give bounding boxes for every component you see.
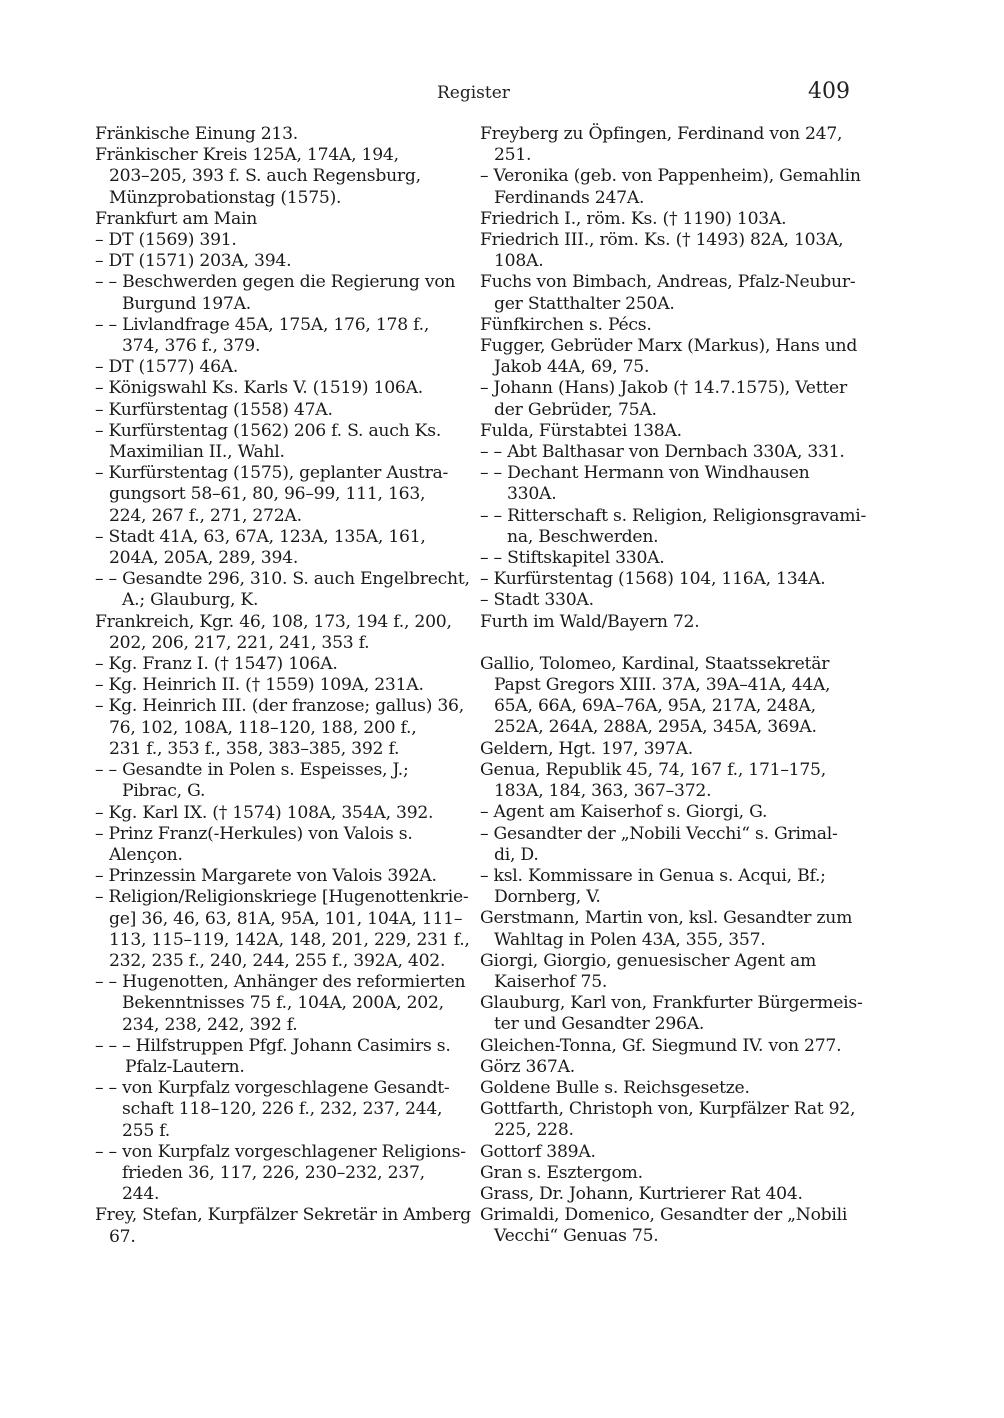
index-entry-line: Papst Gregors XIII. 37A, 39A–41A, 44A, <box>494 675 831 696</box>
index-entry-line: Grimaldi, Domenico, Gesandter der „Nobili <box>480 1205 848 1226</box>
index-entry-line: Goldene Bulle s. Reichsgesetze. <box>480 1077 750 1098</box>
index-entry-line: 330A. <box>507 484 557 505</box>
index-entry-line: 65A, 66A, 69A–76A, 95A, 217A, 248A, <box>494 696 816 717</box>
index-entry-line: Freyberg zu Öpfingen, Ferdinand von 247, <box>480 124 843 144</box>
index-entry-line: – – Livlandfrage 45A, 175A, 176, 178 f., <box>95 314 430 335</box>
index-entry-line: – Stadt 330A. <box>480 590 594 611</box>
index-entry-line: 232, 235 f., 240, 244, 255 f., 392A, 402. <box>109 950 446 971</box>
index-entry-line: Frey, Stefan, Kurpfälzer Sekretär in Amberg <box>95 1205 471 1226</box>
index-entry-line: 224, 267 f., 271, 272A. <box>109 505 302 526</box>
index-entry-line: A.; Glauburg, K. <box>122 590 259 611</box>
index-entry-line: 251. <box>494 145 532 166</box>
index-entry-line: Gallio, Tolomeo, Kardinal, Staatssekretär <box>480 653 830 674</box>
index-entry-line: Gran s. Esztergom. <box>480 1162 643 1183</box>
index-entry-line: Furth im Wald/Bayern 72. <box>480 611 700 632</box>
index-entry-line: Glauburg, Karl von, Frankfurter Bürgermeis- <box>480 993 863 1014</box>
index-entry-line: Dornberg, V. <box>494 887 601 908</box>
index-entry-line: Vecchi“ Genuas 75. <box>494 1226 659 1247</box>
index-entry-line: – DT (1569) 391. <box>95 230 237 251</box>
index-entry-line: – Kg. Heinrich II. († 1559) 109A, 231A. <box>95 675 424 696</box>
index-entry-line: Fuchs von Bimbach, Andreas, Pfalz-Neubur- <box>480 272 856 293</box>
index-entry-line: Geldern, Hgt. 197, 397A. <box>480 738 694 759</box>
index-entry-line: – – Beschwerden gegen die Regierung von <box>95 272 456 293</box>
page-number: 409 <box>808 79 850 104</box>
index-entry-line: 225, 228. <box>494 1120 574 1141</box>
index-entry-line: Genua, Republik 45, 74, 167 f., 171–175, <box>480 759 826 780</box>
index-entry-line: – Kurfürstentag (1575), geplanter Austra- <box>95 463 449 484</box>
index-entry-line: – – Hugenotten, Anhänger des reformierten <box>95 972 466 993</box>
index-entry-line: – Prinzessin Margarete von Valois 392A. <box>95 866 437 887</box>
index-entry-line: Pibrac, G. <box>122 781 206 802</box>
index-entry-line: Frankfurt am Main <box>95 208 258 229</box>
index-entry-line: ge] 36, 46, 63, 81A, 95A, 101, 104A, 111– <box>109 908 463 929</box>
index-entry-line: Friedrich I., röm. Ks. († 1190) 103A. <box>480 208 787 229</box>
index-entry-line: frieden 36, 117, 226, 230–232, 237, <box>122 1162 425 1183</box>
index-entry-line: – Kg. Heinrich III. (der franzose; gallus) 36, <box>95 696 464 717</box>
index-entry-line: 108A. <box>494 251 544 272</box>
index-entry-line: – – Gesandte in Polen s. Espeisses, J.; <box>95 760 409 781</box>
index-entry-line: – Gesandter der „Nobili Vecchi“ s. Grimal- <box>480 823 838 844</box>
index-entry-line: Fränkischer Kreis 125A, 174A, 194, <box>95 145 399 166</box>
index-entry-line: – Prinz Franz(-Herkules) von Valois s. <box>95 823 413 844</box>
index-entry-line: Kaiserhof 75. <box>494 971 608 992</box>
index-entry-line: 244. <box>122 1184 160 1205</box>
index-entry-line: – – Ritterschaft s. Religion, Religionsgravami- <box>480 505 867 526</box>
index-entry-line: – DT (1571) 203A, 394. <box>95 251 292 272</box>
index-entry-line: 204A, 205A, 289, 394. <box>109 548 299 569</box>
index-entry-line: – Kurfürstentag (1558) 47A. <box>95 399 333 420</box>
index-entry-line: – Religion/Religionskriege [Hugenottenkrie- <box>95 887 469 908</box>
index-entry-line: Pfalz-Lautern. <box>125 1056 245 1077</box>
index-entry-line: Bekenntnisses 75 f., 104A, 200A, 202, <box>122 993 444 1014</box>
index-entry-line: Görz 367A. <box>480 1056 575 1077</box>
index-entry-line: 202, 206, 217, 221, 241, 353 f. <box>109 632 370 653</box>
index-entry-line: Münzprobationstag (1575). <box>109 187 342 208</box>
index-entry-line: Gleichen-Tonna, Gf. Siegmund IV. von 277. <box>480 1035 842 1056</box>
index-entry-line: – – Stiftskapitel 330A. <box>480 548 665 569</box>
index-entry-line: – Kurfürstentag (1568) 104, 116A, 134A. <box>480 569 826 590</box>
index-entry-line: – – – Hilfstruppen Pfgf. Johann Casimirs s. <box>95 1035 451 1056</box>
index-entry-line: – Agent am Kaiserhof s. Giorgi, G. <box>480 802 768 823</box>
index-entry-line: – – von Kurpfalz vorgeschlagene Gesandt- <box>95 1078 450 1099</box>
index-entry-line: Frankreich, Kgr. 46, 108, 173, 194 f., 200, <box>95 611 452 632</box>
index-column-right <box>480 124 867 1248</box>
index-entry-line: – Königswahl Ks. Karls V. (1519) 106A. <box>95 378 423 399</box>
index-entry-line: 255 f. <box>122 1120 170 1141</box>
index-entry-line: Fulda, Fürstabtei 138A. <box>480 420 682 441</box>
index-entry-line: na, Beschwerden. <box>507 526 659 547</box>
index-entry-line: Burgund 197A. <box>122 293 251 314</box>
index-entry-line: 374, 376 f., 379. <box>122 336 261 357</box>
index-entry-line: 234, 238, 242, 392 f. <box>122 1014 298 1035</box>
index-entry-line: Ferdinands 247A. <box>494 187 645 208</box>
index-entry-line: Gottorf 389A. <box>480 1141 596 1162</box>
index-entry-line: Jakob 44A, 69, 75. <box>494 357 650 378</box>
index-entry-line: – – Abt Balthasar von Dernbach 330A, 331. <box>480 442 845 463</box>
index-entry-line: di, D. <box>494 844 539 865</box>
index-entry-line: ger Statthalter 250A. <box>494 293 675 314</box>
index-entry-line: – – Dechant Hermann von Windhausen <box>480 463 810 484</box>
index-entry-line: Giorgi, Giorgio, genuesischer Agent am <box>480 950 817 971</box>
running-header-title: Register <box>437 83 510 103</box>
index-entry-line: Gerstmann, Martin von, ksl. Gesandter zum <box>480 908 853 929</box>
index-entry-line: Fünfkirchen s. Pécs. <box>480 314 652 335</box>
index-entry-line: – Kg. Karl IX. († 1574) 108A, 354A, 392. <box>95 802 434 823</box>
index-entry-line: Fugger, Gebrüder Marx (Markus), Hans und <box>480 336 858 357</box>
index-entry-line: 231 f., 353 f., 358, 383–385, 392 f. <box>109 738 400 759</box>
index-entry-line: Friedrich III., röm. Ks. († 1493) 82A, 103A, <box>480 230 844 251</box>
index-entry-line: Gottfarth, Christoph von, Kurpfälzer Rat 92, <box>480 1099 856 1120</box>
index-entry-line: – Stadt 41A, 63, 67A, 123A, 135A, 161, <box>95 526 426 547</box>
index-entry-line: Fränkische Einung 213. <box>95 124 299 144</box>
index-column-left <box>95 124 471 1248</box>
index-entry-line: 76, 102, 108A, 118–120, 188, 200 f., <box>109 717 417 738</box>
index-entry-line: Grass, Dr. Johann, Kurtrierer Rat 404. <box>480 1183 803 1204</box>
index-entry-line: – Kurfürstentag (1562) 206 f. S. auch Ks. <box>95 420 442 441</box>
index-entry-line: – ksl. Kommissare in Genua s. Acqui, Bf.; <box>480 865 826 886</box>
index-entry-line: 203–205, 393 f. S. auch Regensburg, <box>109 166 421 187</box>
index-entry-line: Alençon. <box>109 844 183 865</box>
index-entry-line: – – von Kurpfalz vorgeschlagener Religions- <box>95 1141 466 1162</box>
index-entry-line: – Veronika (geb. von Pappenheim), Gemahlin <box>480 166 861 187</box>
index-entry-line: der Gebrüder, 75A. <box>494 399 657 420</box>
index-entry-line: gungsort 58–61, 80, 96–99, 111, 163, <box>109 484 426 505</box>
index-entry-line: 252A, 264A, 288A, 295A, 345A, 369A. <box>494 717 817 738</box>
index-entry-line: – Johann (Hans) Jakob († 14.7.1575), Vetter <box>480 378 847 399</box>
index-entry-line: 67. <box>109 1226 136 1247</box>
index-entry-line: Maximilian II., Wahl. <box>109 442 285 463</box>
index-entry-line: 183A, 184, 363, 367–372. <box>494 781 712 802</box>
index-entry-line: 113, 115–119, 142A, 148, 201, 229, 231 f., <box>109 929 470 950</box>
index-entry-line: – DT (1577) 46A. <box>95 357 239 378</box>
index-entry-line: Wahltag in Polen 43A, 355, 357. <box>494 929 766 950</box>
index-entry-line: schaft 118–120, 226 f., 232, 237, 244, <box>122 1099 443 1120</box>
index-entry-line: ter und Gesandter 296A. <box>494 1014 705 1035</box>
index-entry-line: – – Gesandte 296, 310. S. auch Engelbrecht, <box>95 569 470 590</box>
index-entry-line: – Kg. Franz I. († 1547) 106A. <box>95 654 338 675</box>
